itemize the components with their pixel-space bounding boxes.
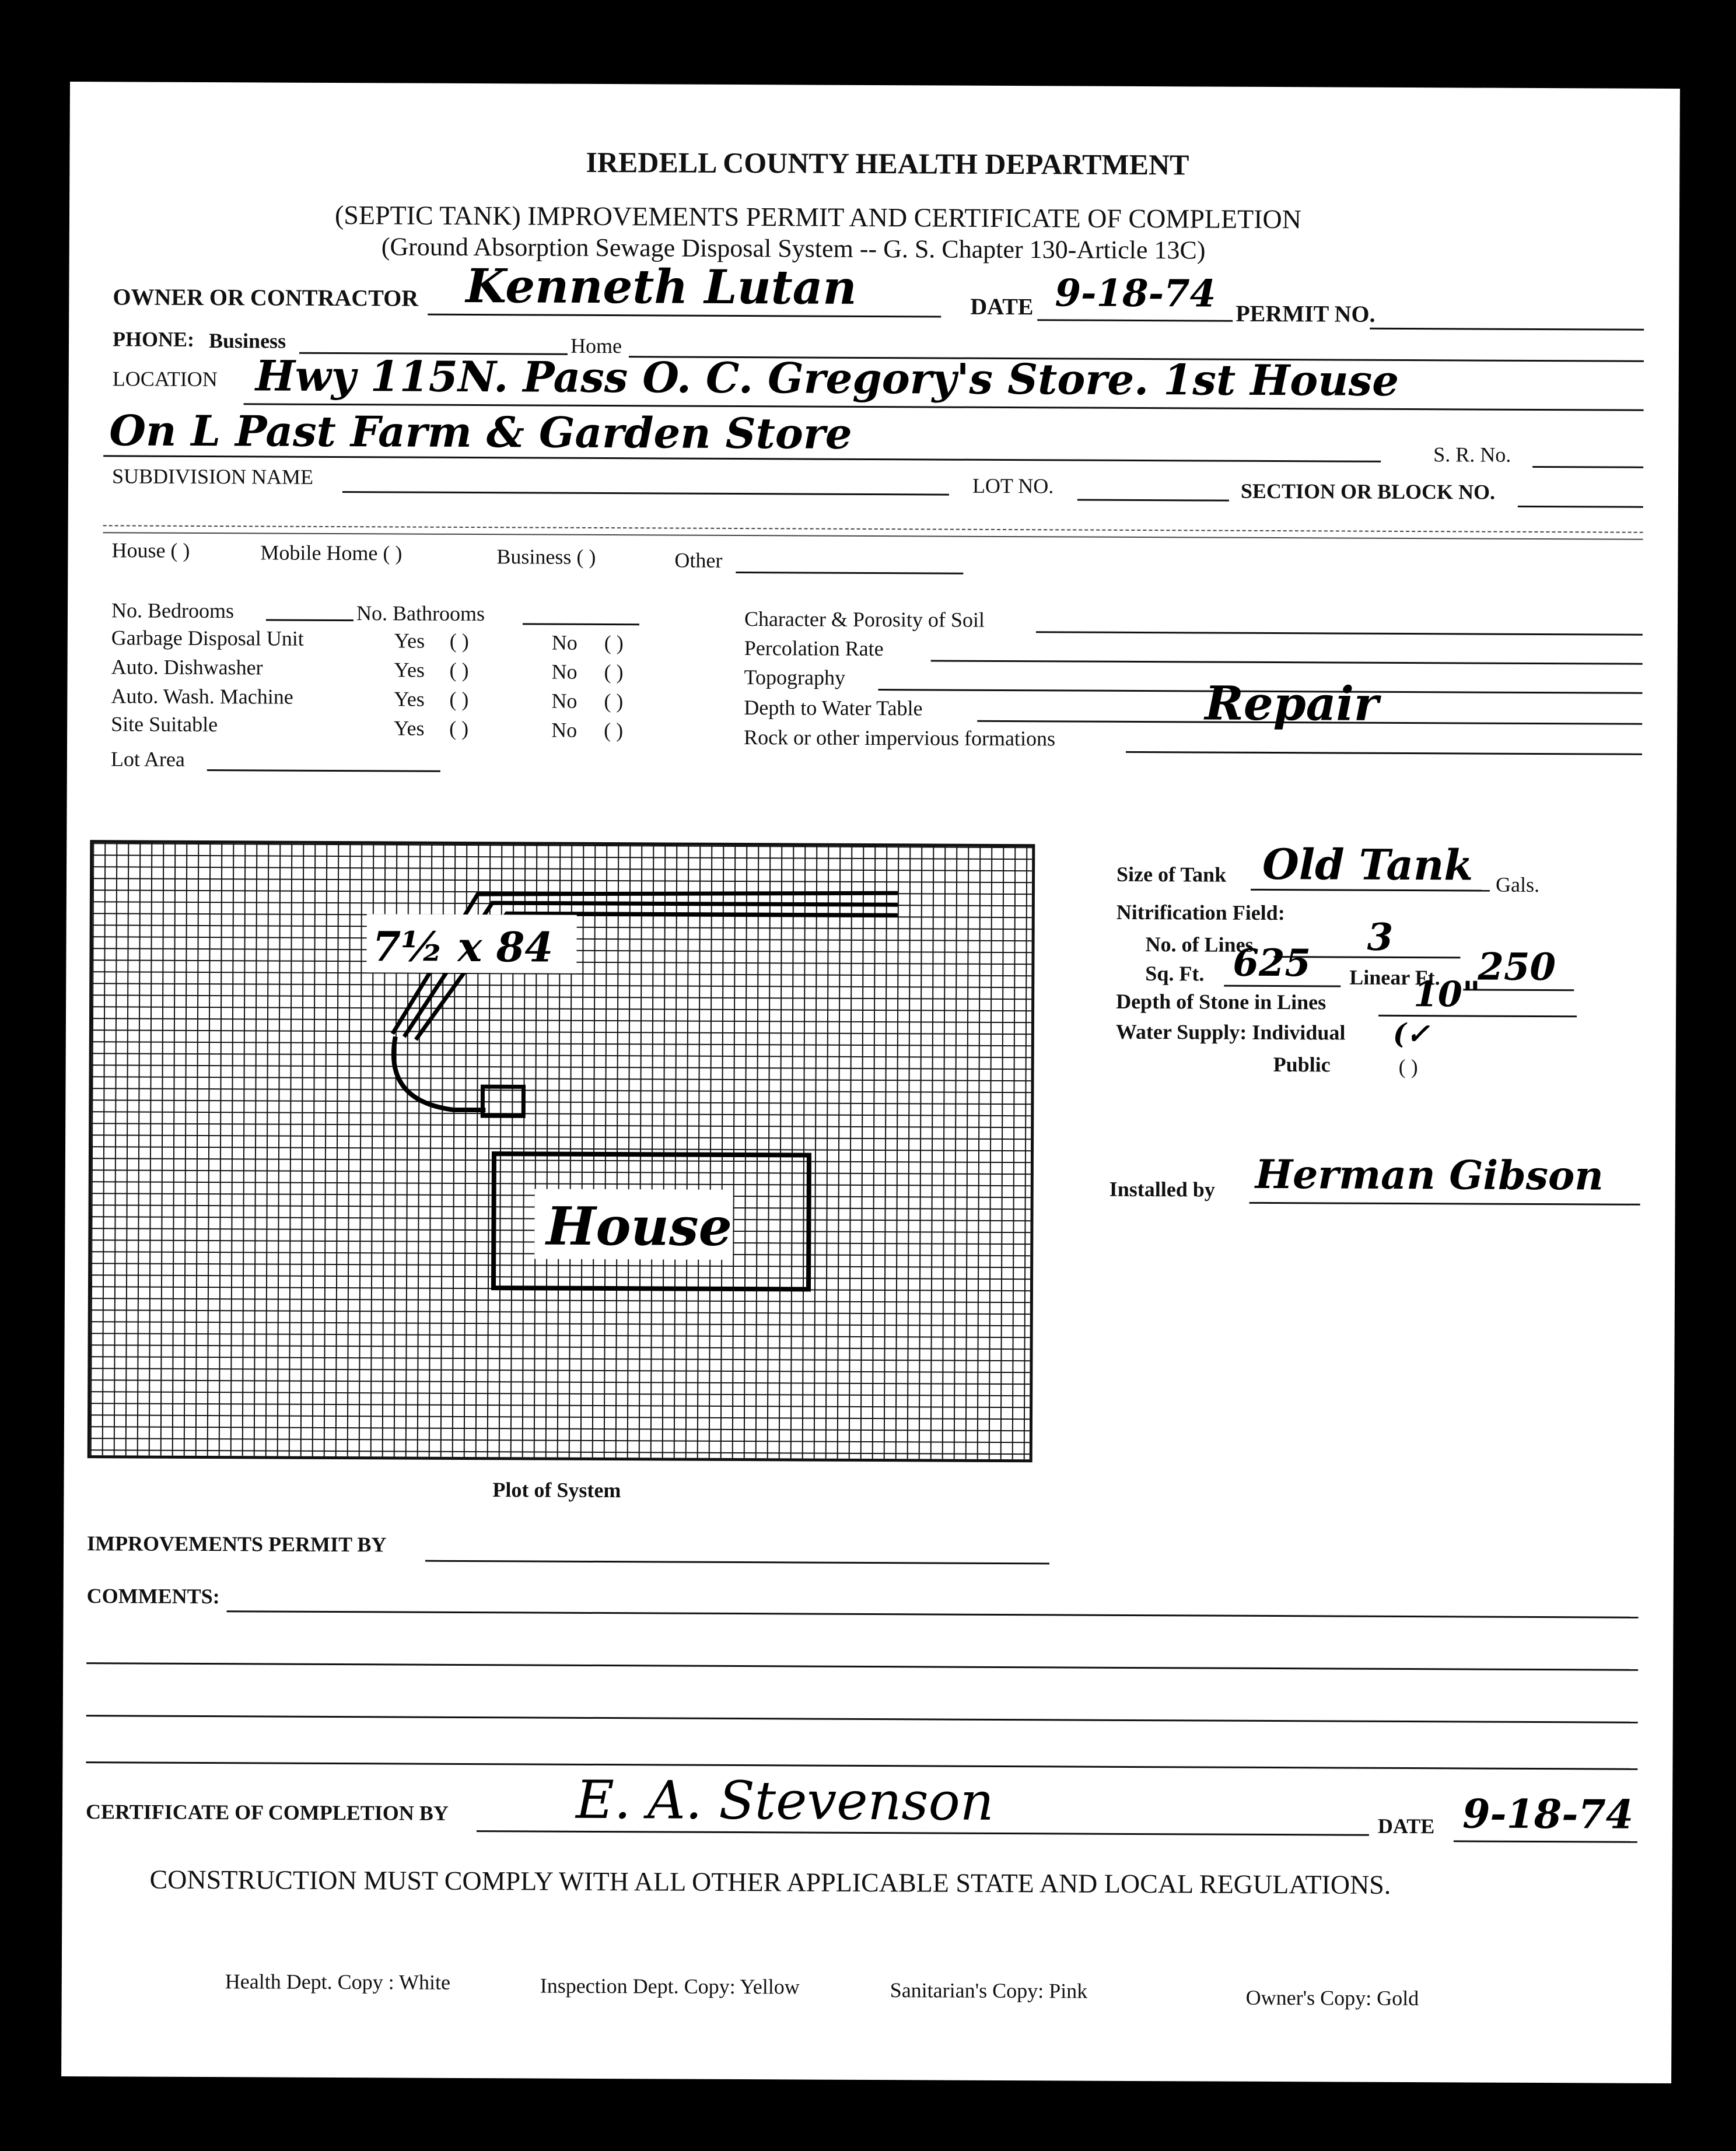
rock-line (1126, 751, 1642, 755)
nitrification-label: Nitrification Field: (1116, 900, 1285, 925)
plot-grid (88, 840, 1035, 1462)
permit-no-line (1370, 328, 1644, 331)
owner-label: OWNER OR CONTRACTOR (113, 283, 419, 311)
topography-label: Topography (744, 665, 846, 689)
rock-label: Rock or other impervious formations (744, 726, 1056, 751)
location-value-2: On L Past Farm & Garden Store (109, 405, 852, 458)
garbage-no-box[interactable]: ( ) (604, 631, 624, 655)
installed-by-value: Herman Gibson (1255, 1151, 1604, 1200)
regulations-notice: CONSTRUCTION MUST COMPLY WITH ALL OTHER APPLICABLE STATE AND LOCAL REGULATIONS. (149, 1864, 1391, 1900)
permit-no-label: PERMIT NO. (1236, 300, 1376, 327)
washer-yes[interactable]: Yes (394, 687, 425, 711)
subdivision-label: SUBDIVISION NAME (111, 464, 314, 489)
comments-line-1 (227, 1610, 1639, 1618)
sqft-line (1224, 985, 1340, 987)
site-yes-box[interactable]: ( ) (449, 716, 469, 740)
bathrooms-line (523, 623, 639, 625)
lot-area-line (207, 769, 440, 772)
percolation-line (931, 660, 1643, 664)
phone-label: PHONE: (112, 327, 195, 351)
section-divider-bottom (103, 532, 1643, 540)
tank-size-label: Size of Tank (1116, 862, 1227, 887)
installed-by-line (1250, 1202, 1640, 1206)
date-value: 9-18-74 (1055, 271, 1216, 316)
form-subtitle: (Ground Absorption Sewage Disposal System -- G. S. Chapter 130-Article 13C) (381, 232, 1206, 265)
garbage-yes[interactable]: Yes (394, 629, 425, 653)
field-note: 7½ x 84 (372, 922, 554, 972)
house-checkbox[interactable]: House ( ) (111, 538, 190, 562)
gals-label: Gals. (1495, 873, 1540, 897)
washer-no[interactable]: No (551, 689, 578, 713)
lot-no-label: LOT NO. (972, 474, 1054, 498)
bedrooms-label: No. Bedrooms (111, 598, 235, 623)
dishwasher-no-box[interactable]: ( ) (604, 660, 624, 684)
lines-label: No. of Lines (1145, 933, 1254, 957)
other-label: Other (674, 548, 723, 572)
copy-owner: Owner's Copy: Gold (1245, 1985, 1419, 2010)
stone-value: 10" (1413, 974, 1481, 1015)
lot-area-label: Lot Area (110, 747, 185, 771)
copy-inspection: Inspection Dept. Copy: Yellow (540, 1974, 800, 1999)
comments-line-3 (86, 1715, 1638, 1723)
garbage-label: Garbage Disposal Unit (111, 626, 304, 650)
site-no[interactable]: No (551, 718, 578, 742)
septic-tank (482, 1087, 523, 1116)
bedrooms-line (266, 619, 354, 621)
date-label: DATE (970, 293, 1034, 320)
sqft-value: 625 (1233, 941, 1311, 986)
dishwasher-yes-box[interactable]: ( ) (449, 658, 469, 682)
dishwasher-label: Auto. Dishwasher (111, 655, 263, 679)
tank-size-value: Old Tank (1262, 839, 1474, 890)
mobile-home-checkbox[interactable]: Mobile Home ( ) (260, 541, 402, 565)
certificate-date-line (1454, 1840, 1637, 1842)
certificate-signature: E. A. Stevenson (575, 1769, 994, 1833)
plot-caption: Plot of System (492, 1478, 621, 1502)
site-no-box[interactable]: ( ) (604, 719, 624, 742)
washer-label: Auto. Wash. Machine (111, 684, 293, 709)
phone-home-label: Home (570, 334, 622, 358)
individual-mark[interactable]: (✓ (1392, 1017, 1430, 1051)
certificate-date-value: 9-18-74 (1462, 1791, 1634, 1838)
public-checkbox[interactable]: ( ) (1398, 1055, 1418, 1079)
site-suitable-label: Site Suitable (111, 712, 218, 737)
certificate-date-label: DATE (1377, 1814, 1435, 1838)
other-line (736, 572, 963, 574)
lines-value: 3 (1367, 915, 1394, 959)
business-checkbox[interactable]: Business ( ) (496, 545, 596, 569)
dishwasher-yes[interactable]: Yes (394, 658, 425, 682)
certificate-label: CERTIFICATE OF COMPLETION BY (85, 1800, 449, 1825)
section-label: SECTION OR BLOCK NO. (1240, 479, 1496, 504)
sqft-label: Sq. Ft. (1145, 962, 1205, 986)
comments-line-4 (86, 1761, 1637, 1770)
department-title: IREDELL COUNTY HEALTH DEPARTMENT (586, 145, 1189, 181)
plot-drawing (90, 843, 1032, 1459)
soil-character-line (1036, 631, 1643, 636)
linear-value: 250 (1478, 945, 1556, 990)
copy-sanitarian: Sanitarian's Copy: Pink (890, 1978, 1088, 2003)
installed-by-label: Installed by (1109, 1177, 1215, 1201)
sr-no-label: S. R. No. (1433, 443, 1511, 467)
comments-label: COMMENTS: (86, 1584, 220, 1609)
owner-value: Kenneth Lutan (466, 258, 857, 315)
copy-health: Health Dept. Copy : White (225, 1970, 451, 1994)
subdivision-line (342, 491, 949, 496)
house-label: House (546, 1195, 733, 1258)
linear-label: Linear Ft. (1349, 965, 1440, 990)
permit-by-line (425, 1560, 1049, 1565)
garbage-no[interactable]: No (551, 630, 578, 654)
section-line (1518, 506, 1643, 508)
lot-no-line (1077, 499, 1229, 502)
date-line (1037, 319, 1233, 321)
soil-note: Repair (1205, 675, 1379, 731)
phone-business-label: Business (208, 329, 286, 353)
dishwasher-no[interactable]: No (551, 660, 578, 684)
permit-by-label: IMPROVEMENTS PERMIT BY (86, 1532, 387, 1557)
location-label: LOCATION (112, 367, 218, 391)
public-label: Public (1273, 1053, 1331, 1077)
owner-line (428, 314, 941, 318)
location-value-1: Hwy 115N. Pass O. C. Gregory's Store. 1st House (255, 351, 1399, 405)
washer-yes-box[interactable]: ( ) (449, 687, 469, 711)
form-title: (SEPTIC TANK) IMPROVEMENTS PERMIT AND CERTIFICATE OF COMPLETION (334, 199, 1302, 234)
soil-character-label: Character & Porosity of Soil (744, 607, 985, 632)
site-yes[interactable]: Yes (394, 716, 425, 740)
washer-no-box[interactable]: ( ) (604, 689, 624, 713)
section-divider-top (103, 525, 1643, 533)
comments-line-2 (86, 1662, 1638, 1671)
bathrooms-label: No. Bathrooms (356, 601, 485, 626)
percolation-label: Percolation Rate (744, 636, 884, 661)
stone-label: Depth of Stone in Lines (1116, 989, 1326, 1014)
water-supply-label: Water Supply: Individual (1115, 1020, 1346, 1045)
permit-form (61, 82, 1680, 2083)
sr-no-line (1532, 466, 1643, 468)
supply-pipe (393, 1036, 485, 1110)
garbage-yes-box[interactable]: ( ) (449, 629, 469, 653)
water-table-label: Depth to Water Table (744, 696, 923, 720)
